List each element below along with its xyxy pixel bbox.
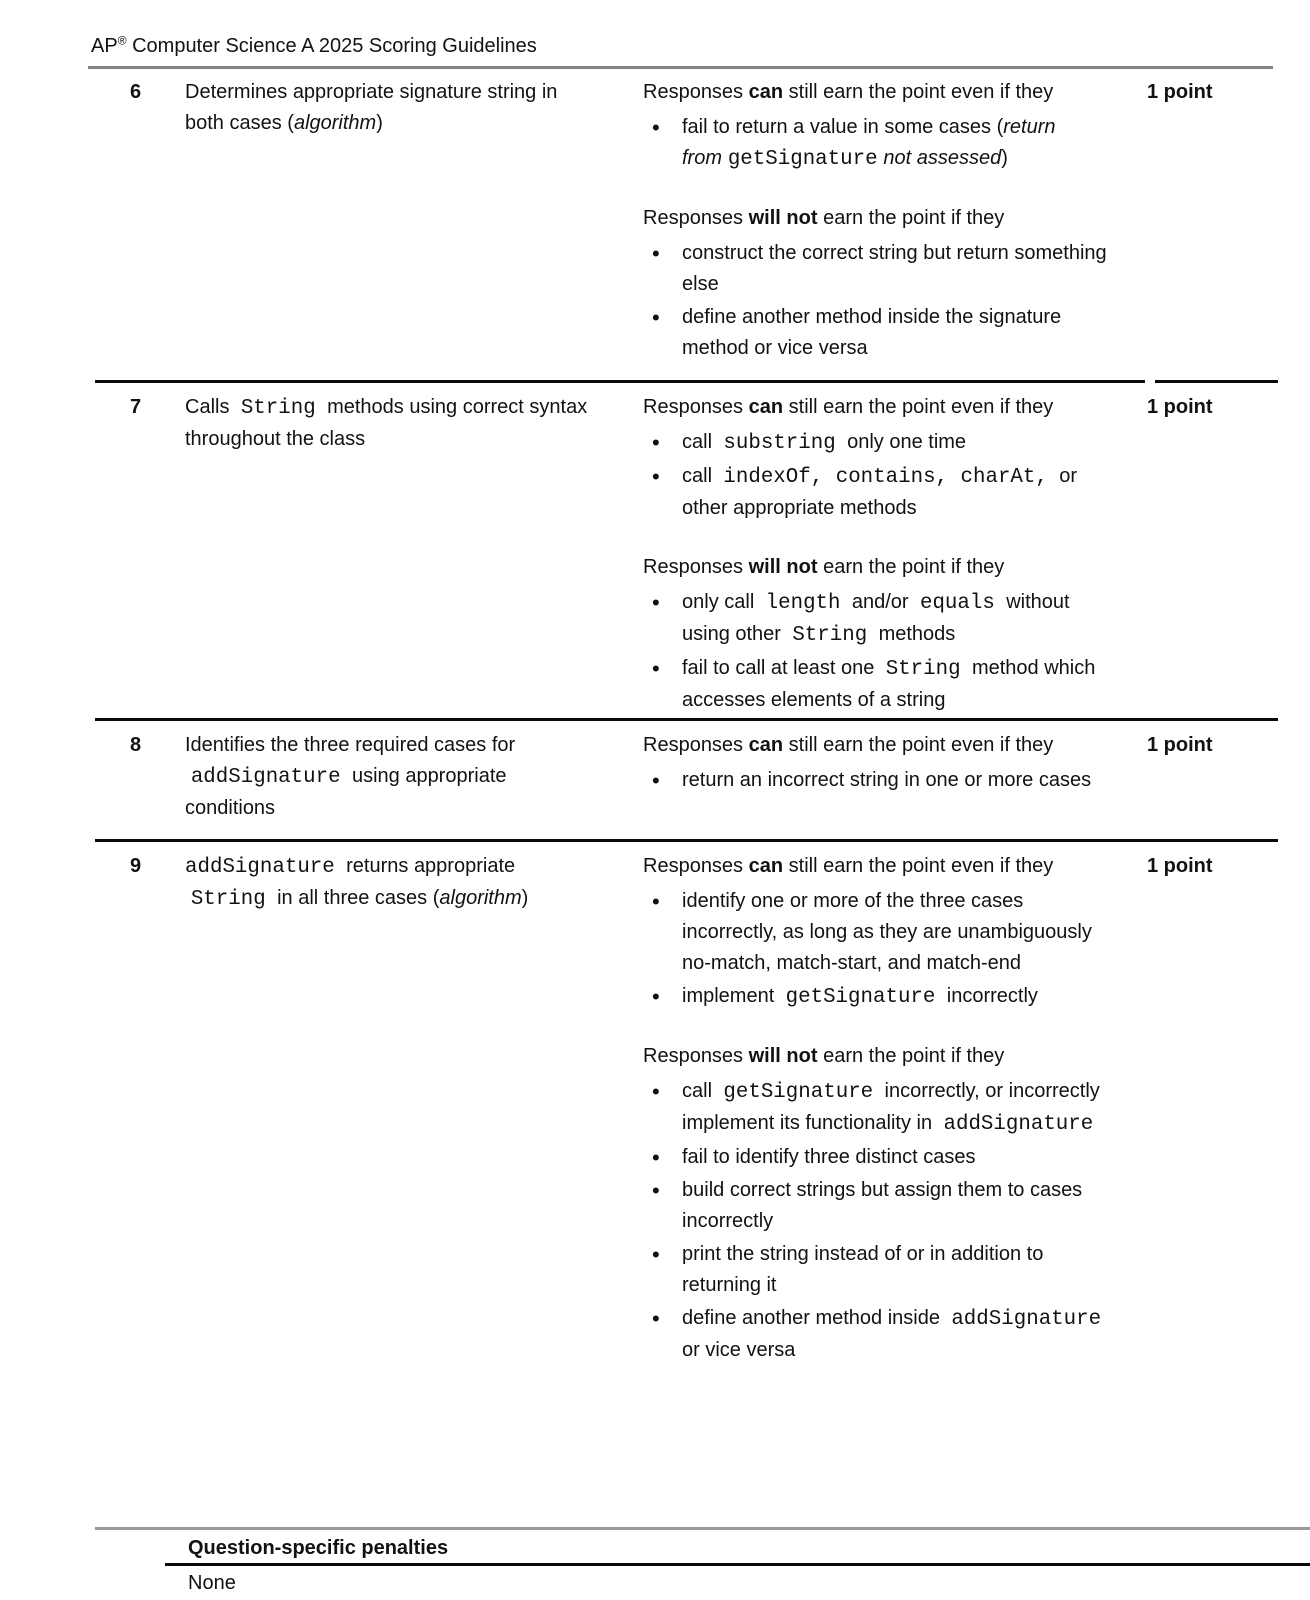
bullet-item (643, 886, 1117, 979)
text-run: algorithm (439, 887, 522, 909)
bullet-item (643, 302, 1117, 364)
text-run: earn the point if they (817, 207, 1005, 229)
text-run: implement (682, 985, 780, 1007)
row-criterion (185, 839, 643, 1368)
text-run: call (682, 431, 718, 453)
response-intro (643, 392, 1117, 423)
row-points: 1 point (1147, 855, 1213, 877)
text-run: build correct strings but assign them to cases incorrectly (682, 1179, 1083, 1232)
text-run: and/or (846, 591, 915, 613)
footer-horizontal-rule-light (95, 1527, 1310, 1530)
code-token: getSignature (727, 148, 878, 171)
code-token: String (190, 888, 266, 911)
row-points: 1 point (1147, 734, 1213, 756)
bullet-item (643, 587, 1117, 651)
text-run: earn the point if they (817, 1045, 1005, 1067)
text-run: Responses (643, 81, 749, 103)
text-run: method which accesses elements of a string (682, 657, 1096, 711)
text-run: only call (682, 591, 760, 613)
text-run: ) (521, 887, 529, 909)
text-run: incorrectly, or incorrectly implement its functionality in (682, 1080, 1100, 1134)
text-run: or vice versa (682, 1339, 796, 1361)
text-run: algorithm (293, 112, 377, 134)
text-run: will not (748, 556, 818, 578)
bullet-list (643, 886, 1117, 1013)
text-run: call (682, 465, 718, 487)
text-run: print the string instead of or in addition to returning it (682, 1243, 1044, 1296)
response-intro (643, 77, 1117, 108)
row-number: 9 (130, 855, 142, 877)
code-token: addSignature (185, 856, 335, 879)
text-run: in all three cases ( (271, 887, 440, 909)
text-run: ) (1001, 147, 1008, 169)
text-run: return an incorrect string in one or more cases (682, 769, 1092, 791)
bullet-item (643, 1142, 1117, 1173)
text-run: can (748, 855, 784, 877)
code-token: equals (919, 592, 995, 615)
text-run: construct the correct string but return something else (682, 242, 1107, 295)
row-points: 1 point (1147, 81, 1213, 103)
code-token: addSignature (190, 766, 341, 789)
text-run: still earn the point even if they (783, 81, 1054, 103)
footer-horizontal-rule-dark (165, 1563, 1310, 1566)
scoring-table (95, 69, 1278, 1368)
code-token: getSignature (785, 986, 936, 1009)
bullet-list (643, 238, 1117, 364)
row-number: 7 (130, 396, 142, 418)
bullet-item (643, 1175, 1117, 1237)
bullet-item (643, 461, 1117, 524)
text-run: Responses (643, 207, 749, 229)
row-number: 8 (130, 734, 142, 756)
bullet-list (643, 112, 1117, 175)
bullet-item (643, 765, 1117, 796)
text-run: Computer Science A 2025 Scoring Guidelines (126, 35, 537, 57)
code-token: addSignature (951, 1308, 1102, 1331)
row-response (643, 718, 1147, 839)
bullet-list (643, 765, 1117, 796)
text-run: fail to return a value in some cases ( (682, 116, 1004, 138)
bullet-list (643, 587, 1117, 716)
response-intro (643, 1041, 1117, 1072)
bullet-item (643, 981, 1117, 1013)
text-run: methods using correct syntax throughout the class (185, 396, 588, 450)
text-run: Responses (643, 1045, 749, 1067)
table-row (95, 718, 1278, 839)
page-title (91, 31, 537, 62)
bullet-list (643, 427, 1117, 524)
text-run: methods (873, 623, 956, 645)
response-intro (643, 730, 1117, 761)
text-run: Calls (185, 396, 236, 418)
code-token: String (240, 397, 316, 420)
row-response (643, 380, 1147, 718)
bullet-item (643, 238, 1117, 300)
text-run: incorrectly (941, 985, 1038, 1007)
row-points: 1 point (1147, 396, 1213, 418)
penalties-value: None (188, 1572, 236, 1594)
text-run: AP (91, 35, 118, 57)
code-token: indexOf, contains, charAt, (723, 466, 1048, 489)
code-token: String (792, 624, 868, 647)
text-run: will not (748, 1045, 818, 1067)
text-run: using appropriate conditions (185, 765, 507, 819)
table-row (95, 839, 1278, 1368)
bullet-item (643, 1076, 1117, 1140)
text-run: Responses (643, 855, 749, 877)
code-token: substring (723, 432, 836, 455)
code-token: getSignature (723, 1081, 874, 1104)
penalties-heading: Question-specific penalties (188, 1537, 449, 1559)
text-run: fail to call at least one (682, 657, 880, 679)
text-run: will not (748, 207, 818, 229)
text-run: fail to identify three distinct cases (682, 1146, 976, 1168)
text-run: Identifies the three required cases for (185, 734, 516, 756)
text-run: still earn the point even if they (783, 396, 1054, 418)
text-run: still earn the point even if they (783, 855, 1054, 877)
code-token: String (885, 658, 961, 681)
text-run: or other appropriate methods (682, 465, 1078, 519)
text-run: Determines appropriate signature string in both cases ( (185, 81, 558, 134)
text-run: not assessed (883, 147, 1002, 169)
text-run: can (748, 396, 784, 418)
text-run: define another method inside (682, 1307, 946, 1329)
text-run: Responses (643, 556, 749, 578)
text-run: returns appropriate (340, 855, 516, 877)
bullet-list (643, 1076, 1117, 1366)
table-row (95, 69, 1278, 380)
response-intro (643, 851, 1117, 882)
text-run: call (682, 1080, 718, 1102)
row-criterion (185, 69, 643, 380)
text-run: can (748, 81, 784, 103)
text-run: return from (682, 116, 1056, 169)
text-run: only one time (841, 431, 967, 453)
response-intro (643, 203, 1117, 234)
bullet-item (643, 1239, 1117, 1301)
text-run: without using other (682, 591, 1070, 645)
bullet-item (643, 653, 1117, 716)
bullet-item (643, 427, 1117, 459)
bullet-item (643, 1303, 1117, 1366)
code-token: length (765, 592, 841, 615)
row-response (643, 839, 1147, 1368)
text-run: Responses (643, 396, 749, 418)
row-response (643, 69, 1147, 380)
response-intro (643, 552, 1117, 583)
text-run: identify one or more of the three cases incorrectly, as long as they are unambiguously no-match, match-start, and match-end (682, 890, 1092, 974)
row-number: 6 (130, 81, 142, 103)
row-criterion (185, 718, 643, 839)
table-row (95, 380, 1278, 718)
row-criterion (185, 380, 643, 718)
code-token: addSignature (943, 1113, 1094, 1136)
text-run: earn the point if they (817, 556, 1005, 578)
text-run: define another method inside the signature method or vice versa (682, 306, 1062, 359)
text-run: still earn the point even if they (783, 734, 1054, 756)
bullet-item (643, 112, 1117, 175)
text-run: ® (117, 33, 127, 48)
text-run: ) (376, 112, 383, 134)
text-run: Responses (643, 734, 749, 756)
text-run: can (748, 734, 784, 756)
